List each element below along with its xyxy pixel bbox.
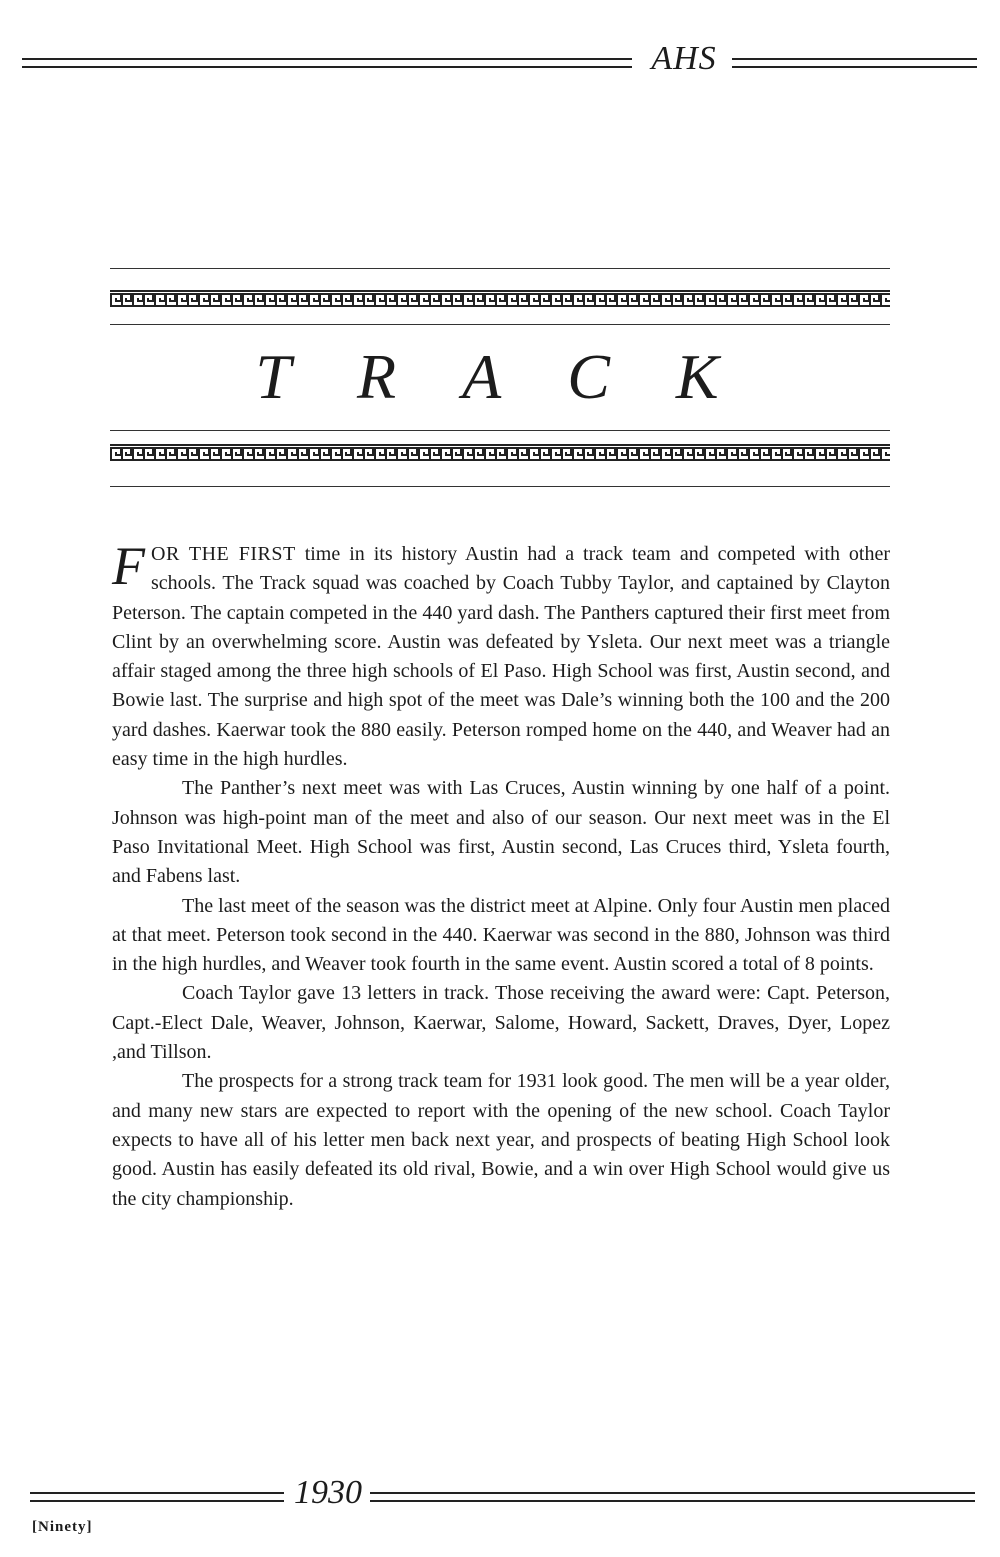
footer-rule — [30, 1474, 975, 1516]
page-number: [Ninety] — [32, 1519, 93, 1535]
paragraph-5: The prospects for a strong track team for 1931 look good. The men will be a year older, and many new stars are expected to report with the opening of the new school. Coach Taylor expects to have all of his letter men back next year, and prospects of beating High School look good. Austin has easily defeated its old rival, Bowie, and a win over High School would give us the city championship. — [112, 1070, 890, 1210]
lead-caps: OR THE FIRST — [151, 543, 296, 565]
section-title: TRACK — [255, 341, 785, 412]
greek-key-border-top — [110, 290, 890, 308]
paragraph-1-text: time in its history Austin had a track team and competed with other schools. The Track squad was coached by Coach Tubby Taylor, and captained by Clayton Peterson. The captain competed in the 440 yard dash. The Panthers captured their first meet from Clint by an overwhelming score. Austin was defeated by Ysleta. Our next meet was a triangle affair staged among the three high schools of El Paso. High School was first, Austin second, and Bowie last. The surprise and high spot of the meet was Dale’s winning both the 100 and the 200 yard dashes. Kaerwar took the 880 easily. Peterson romped home on the 440, and Weaver had an easy time in the high hurdles. — [112, 543, 891, 771]
title-top-line — [110, 268, 890, 269]
greek-key-pattern-bottom — [110, 444, 890, 462]
title-bottom-line — [110, 486, 890, 487]
paragraph-1 — [112, 536, 891, 774]
title-line-upper-inner — [110, 324, 890, 325]
header-double-line-right — [732, 58, 977, 68]
header-rule — [22, 40, 977, 77]
title-line-lower-inner — [110, 430, 890, 431]
footer-double-line-right — [370, 1492, 975, 1502]
title-block — [110, 268, 890, 490]
footer-double-line-left — [30, 1492, 284, 1502]
header-double-line-left — [22, 58, 632, 68]
greek-key-pattern-top — [110, 290, 890, 308]
paragraph-2: The Panther’s next meet was with Las Cruces, Austin winning by one half of a point. Johnson was high-point man of the meet and also of our season. Our next meet was in the El Paso Invitational Meet. High School was first, Austin second, Las Cruces third, Ysleta fourth, and Fabens last. — [112, 777, 890, 888]
footer-year: 1930 — [294, 1474, 362, 1511]
paragraph-4: Coach Taylor gave 13 letters in track. Those receiving the award were: Capt. Peterson, Capt.-Elect Dale, Weaver, Johnson, Kaerwar, Salome, Howard, Sackett, Draves, Dyer, Lopez ,and Tillson. — [112, 982, 890, 1064]
drop-cap: F — [112, 536, 145, 596]
greek-key-border-bottom — [110, 444, 890, 462]
paragraph-3: The last meet of the season was the district meet at Alpine. Only four Austin men placed at that meet. Peterson took second in the 440. Kaerwar was second in the 880, Johnson was third in the high hurdles, and Weaver took fourth in the same event. Austin scored a total of 8 points. — [112, 894, 890, 976]
header-title: AHS — [651, 40, 717, 77]
article-body — [112, 536, 891, 1214]
